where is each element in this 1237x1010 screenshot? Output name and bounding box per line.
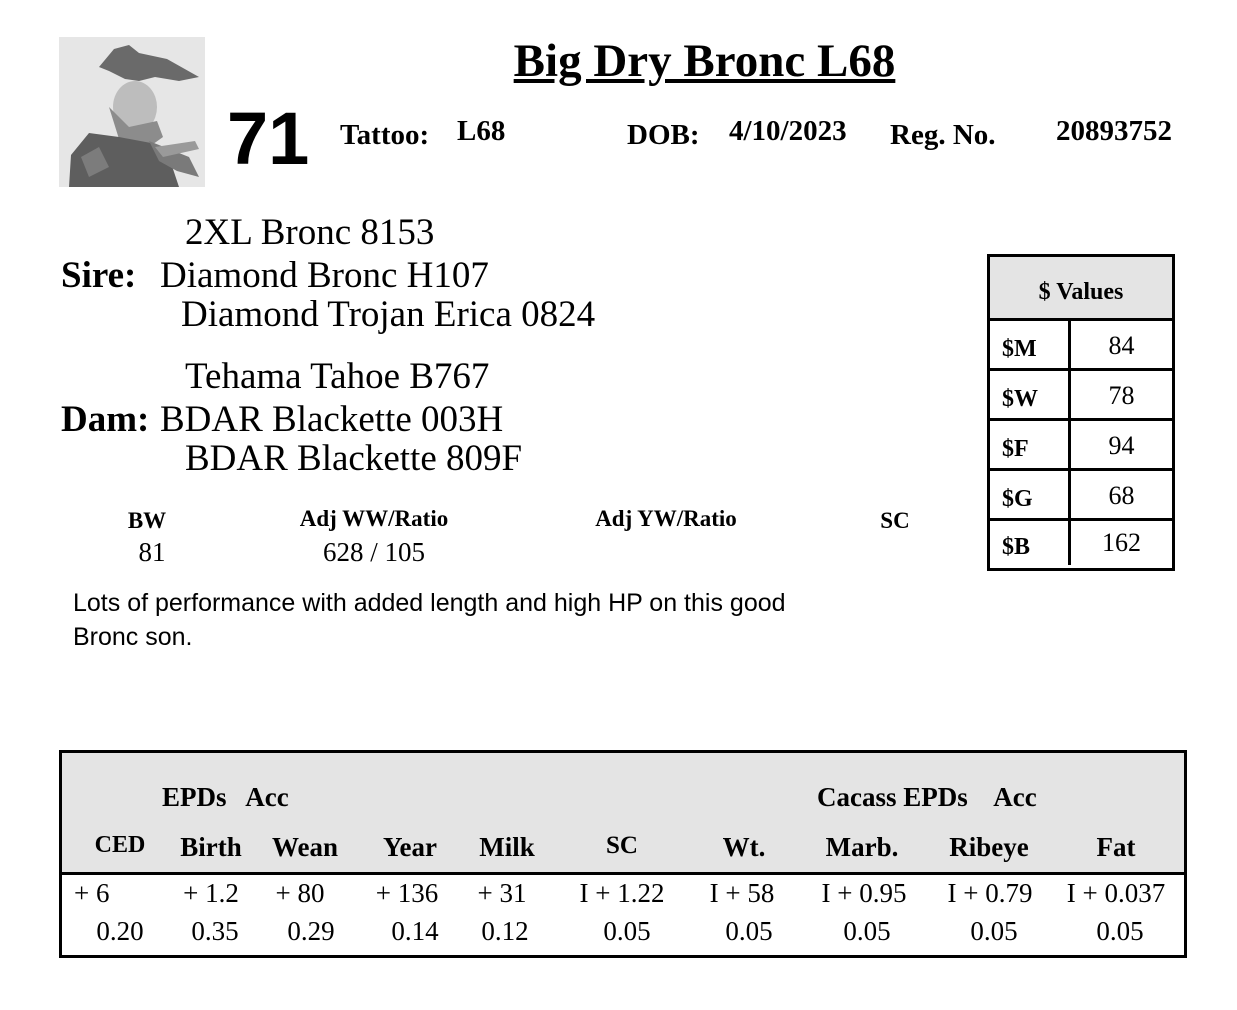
sc-label: SC bbox=[880, 508, 910, 533]
carcass-epd-group-label: Cacass EPDs Acc bbox=[817, 782, 1037, 812]
dam-name: BDAR Blackette 003H bbox=[160, 399, 504, 440]
epd-accuracy: 0.20 bbox=[96, 916, 144, 946]
dam-dam: BDAR Blackette 809F bbox=[185, 438, 523, 479]
epd-value: + 80 bbox=[275, 878, 325, 908]
epd-table bbox=[59, 750, 1187, 958]
dollar-value-row bbox=[990, 421, 1172, 471]
dollar-values-title: $ Values bbox=[990, 257, 1172, 321]
epd-value: I + 0.79 bbox=[947, 878, 1033, 908]
dollar-value-value: 94 bbox=[1108, 431, 1135, 460]
comment-text: Lots of performance with added length and high HP on this good Bronc son. bbox=[73, 589, 786, 651]
adj-ww-ratio-label: Adj WW/Ratio bbox=[299, 506, 449, 531]
epd-group-label: EPDs Acc bbox=[162, 782, 289, 812]
reg-no-label: Reg. No. bbox=[890, 119, 996, 151]
dollar-value-value: 78 bbox=[1108, 381, 1135, 410]
dollar-value-name: $G bbox=[1002, 486, 1033, 512]
dollar-value-name: $B bbox=[1002, 534, 1031, 560]
sire-sire: 2XL Bronc 8153 bbox=[185, 212, 435, 253]
dollar-value-name: $F bbox=[1002, 436, 1029, 462]
epd-value: I + 1.22 bbox=[579, 878, 665, 908]
epd-column-header: Wean bbox=[271, 832, 338, 862]
dam-sire: Tehama Tahoe B767 bbox=[185, 356, 490, 397]
dollar-value-row bbox=[990, 371, 1172, 421]
dob-value: 4/10/2023 bbox=[729, 115, 847, 147]
epd-table-header bbox=[62, 753, 1184, 875]
animal-name-title: Big Dry Bronc L68 bbox=[513, 35, 896, 87]
dollar-value-value: 162 bbox=[1102, 528, 1141, 557]
dollar-value-name: $M bbox=[1002, 336, 1037, 362]
bw-label: BW bbox=[127, 508, 167, 533]
epd-accuracy: 0.12 bbox=[481, 916, 529, 946]
tattoo-label: Tattoo: bbox=[340, 119, 430, 151]
epd-accuracy: 0.05 bbox=[970, 916, 1018, 946]
dob-label: DOB: bbox=[627, 119, 700, 151]
dam-label: Dam: bbox=[61, 399, 150, 440]
adj-yw-ratio-label: Adj YW/Ratio bbox=[595, 506, 737, 531]
epd-value: + 31 bbox=[477, 878, 527, 908]
bw-value: 81 bbox=[138, 537, 166, 567]
epd-column-header: Birth bbox=[180, 832, 242, 862]
reg-no-value: 20893752 bbox=[1056, 115, 1172, 147]
epd-accuracy: 0.05 bbox=[725, 916, 773, 946]
epd-value: I + 0.95 bbox=[821, 878, 907, 908]
dollar-value-value: 84 bbox=[1108, 331, 1135, 360]
epd-value: + 6 bbox=[74, 878, 110, 908]
epd-value: + 136 bbox=[375, 878, 439, 908]
epd-column-header: Milk bbox=[479, 832, 535, 862]
lot-number: 71 bbox=[227, 97, 310, 180]
epd-accuracy: 0.05 bbox=[1096, 916, 1144, 946]
epd-column-header: CED bbox=[94, 832, 146, 858]
epd-column-header: Marb. bbox=[825, 832, 899, 862]
dollar-value-row bbox=[990, 321, 1172, 371]
dollar-value-row bbox=[990, 521, 1172, 565]
dollar-value-value: 68 bbox=[1108, 481, 1135, 510]
epd-accuracy: 0.14 bbox=[391, 916, 439, 946]
tattoo-value: L68 bbox=[457, 115, 506, 147]
dollar-values-table bbox=[987, 254, 1175, 571]
epd-accuracy: 0.29 bbox=[287, 916, 335, 946]
epd-value: + 1.2 bbox=[183, 878, 239, 908]
epd-value: I + 0.037 bbox=[1066, 878, 1166, 908]
epd-column-header: Wt. bbox=[722, 832, 766, 862]
epd-column-header: Year bbox=[383, 832, 437, 862]
epd-accuracy: 0.05 bbox=[603, 916, 651, 946]
epd-accuracy: 0.35 bbox=[191, 916, 239, 946]
dollar-value-name: $W bbox=[1002, 386, 1038, 412]
adj-ww-ratio-value: 628 / 105 bbox=[322, 537, 425, 567]
epd-accuracy: 0.05 bbox=[843, 916, 891, 946]
epd-column-header: Fat bbox=[1096, 832, 1136, 862]
epd-column-header: SC bbox=[606, 832, 638, 859]
sire-label: Sire: bbox=[61, 255, 137, 296]
sire-name: Diamond Bronc H107 bbox=[160, 255, 489, 296]
sire-dam: Diamond Trojan Erica 0824 bbox=[181, 294, 596, 335]
epd-value: I + 58 bbox=[709, 878, 775, 908]
epd-column-header: Ribeye bbox=[949, 832, 1029, 862]
dollar-value-row bbox=[990, 471, 1172, 521]
